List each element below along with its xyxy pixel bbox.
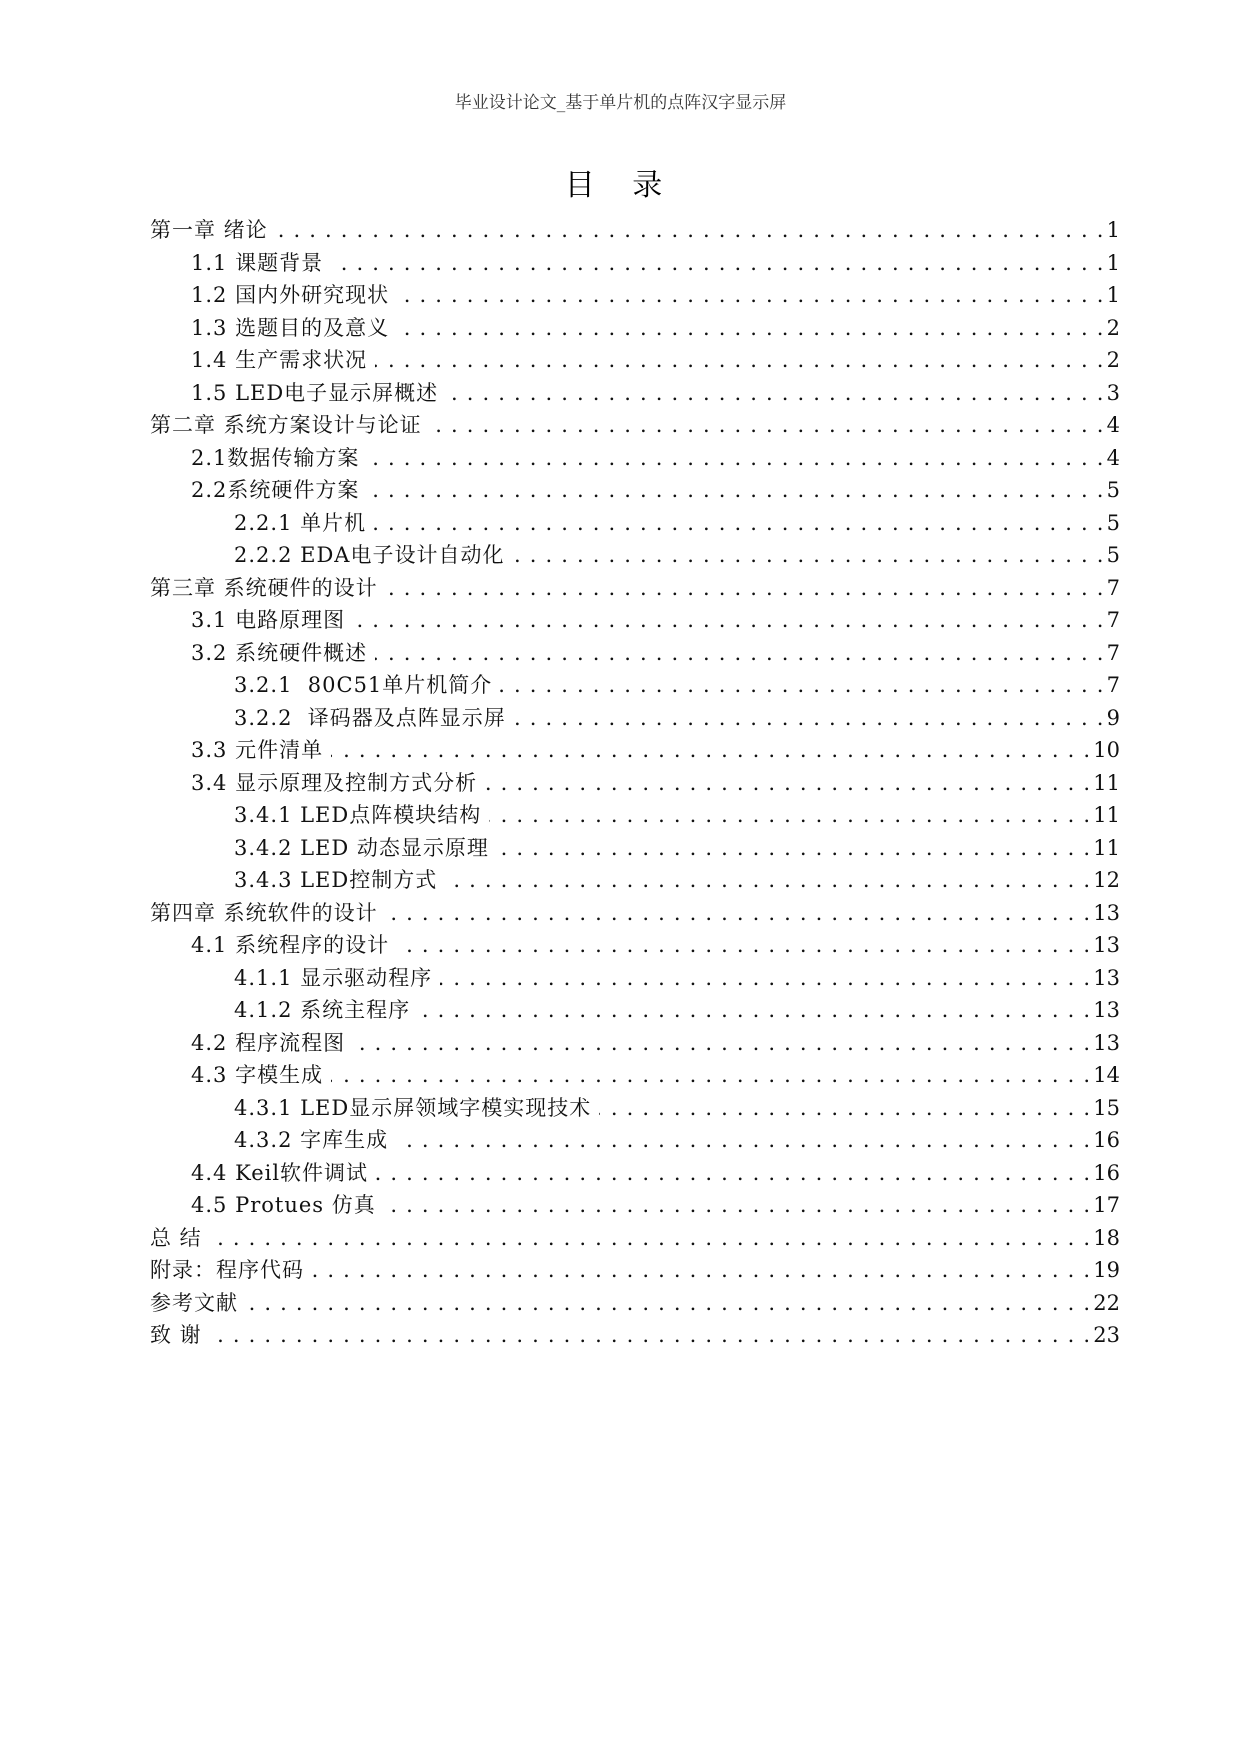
toc-entry-label: 3.4.2 LED 动态显示原理	[234, 832, 497, 865]
toc-dot-leader	[353, 1027, 1091, 1060]
toc-entry[interactable]	[150, 377, 1120, 410]
toc-entry[interactable]	[150, 637, 1120, 670]
toc-entry-page: 16	[1093, 1160, 1120, 1185]
toc-dot-leader	[384, 1189, 1092, 1222]
toc-dot-leader	[353, 604, 1105, 637]
toc-entry-page: 19	[1093, 1258, 1120, 1282]
toc-entry-label: 3.4.3 LED控制方式	[234, 864, 445, 897]
toc-entry-label: 2.2.2 EDA电子设计自动化	[234, 539, 512, 572]
toc-entry-page: 18	[1093, 1225, 1120, 1250]
toc-entry-label: 1.1 课题背景	[191, 247, 331, 280]
toc-dot-leader	[512, 539, 1104, 572]
toc-entry-page: 5	[1106, 543, 1120, 567]
toc-entry-label: 第三章 系统硬件的设计	[150, 572, 386, 605]
table-of-contents	[150, 214, 1120, 1352]
toc-dot-leader	[418, 994, 1091, 1027]
toc-dot-leader	[331, 247, 1105, 280]
toc-entry-page: 4	[1106, 413, 1120, 437]
toc-title: 目 录	[564, 168, 677, 203]
toc-entry-label: 4.1.1 显示驱动程序	[234, 962, 440, 995]
toc-entry-label: 1.4 生产需求状况	[191, 344, 375, 377]
toc-dot-leader	[375, 344, 1105, 377]
toc-entry-page: 13	[1093, 965, 1120, 990]
toc-entry-page: 13	[1093, 900, 1120, 925]
toc-entry-page: 2	[1106, 348, 1120, 372]
toc-dot-leader	[397, 312, 1105, 345]
toc-entry-label: 4.3.2 字库生成	[234, 1124, 396, 1157]
toc-entry[interactable]	[150, 442, 1120, 475]
toc-entry-label: 致 谢	[150, 1319, 210, 1352]
toc-entry-page: 5	[1106, 478, 1120, 502]
toc-dot-leader	[331, 1059, 1091, 1092]
toc-dot-leader	[375, 637, 1105, 670]
toc-entry-page: 14	[1093, 1063, 1120, 1087]
toc-entry-label: 1.3 选题目的及意义	[191, 312, 397, 345]
toc-entry-page: 9	[1106, 705, 1120, 730]
toc-entry-page: 3	[1106, 380, 1120, 405]
toc-dot-leader	[497, 832, 1091, 865]
toc-dot-leader	[312, 1254, 1091, 1287]
toc-entry-label: 3.2 系统硬件概述	[191, 637, 375, 670]
toc-entry-page: 2	[1106, 315, 1120, 340]
toc-entry-page: 12	[1093, 868, 1120, 892]
toc-entry[interactable]	[150, 214, 1120, 247]
toc-entry[interactable]	[150, 962, 1120, 995]
toc-entry[interactable]	[150, 767, 1120, 800]
toc-entry-page: 5	[1106, 510, 1120, 535]
toc-entry[interactable]	[150, 1287, 1120, 1320]
toc-entry[interactable]	[150, 1189, 1120, 1222]
toc-entry-label: 第一章 绪论	[150, 214, 276, 247]
toc-entry[interactable]	[150, 1319, 1120, 1352]
toc-entry[interactable]	[150, 832, 1120, 865]
toc-entry[interactable]	[150, 1092, 1120, 1125]
running-header: 毕业设计论文_基于单片机的点阵汉字显示屏	[454, 93, 787, 113]
toc-entry[interactable]	[150, 702, 1120, 735]
toc-dot-leader	[599, 1092, 1091, 1125]
toc-dot-leader	[276, 214, 1105, 247]
toc-entry-label: 3.4.1 LED点阵模块结构	[234, 799, 489, 832]
toc-entry[interactable]	[150, 507, 1120, 540]
toc-entry[interactable]	[150, 279, 1120, 312]
toc-entry[interactable]	[150, 994, 1120, 1027]
toc-dot-leader	[445, 864, 1091, 897]
toc-entry[interactable]	[150, 864, 1120, 897]
toc-entry[interactable]	[150, 1157, 1120, 1190]
toc-entry[interactable]	[150, 897, 1120, 930]
toc-entry-label: 4.5 Protues 仿真	[191, 1189, 384, 1222]
toc-entry[interactable]	[150, 604, 1120, 637]
toc-dot-leader	[397, 929, 1091, 962]
toc-dot-leader	[485, 767, 1091, 800]
toc-entry-page: 17	[1093, 1193, 1120, 1217]
toc-dot-leader	[386, 897, 1092, 930]
toc-entry[interactable]	[150, 572, 1120, 605]
toc-entry-label: 第二章 系统方案设计与论证	[150, 409, 430, 442]
toc-entry-label: 3.2.2 译码器及点阵显示屏	[234, 702, 514, 735]
toc-entry[interactable]	[150, 799, 1120, 832]
toc-entry-page: 7	[1106, 608, 1120, 632]
toc-dot-leader	[430, 409, 1105, 442]
toc-dot-leader	[440, 962, 1091, 995]
toc-entry-page: 4	[1106, 445, 1120, 470]
toc-entry-page: 11	[1093, 803, 1120, 827]
toc-entry-page: 1	[1106, 283, 1120, 307]
toc-entry[interactable]	[150, 929, 1120, 962]
toc-entry-page: 10	[1093, 738, 1120, 762]
toc-entry[interactable]	[150, 1027, 1120, 1060]
toc-entry-label: 4.4 Keil软件调试	[191, 1157, 376, 1190]
toc-entry[interactable]	[150, 312, 1120, 345]
toc-entry[interactable]	[150, 1059, 1120, 1092]
toc-dot-leader	[489, 799, 1091, 832]
toc-entry-label: 3.2.1 80C51单片机简介	[234, 669, 500, 702]
toc-entry-page: 23	[1093, 1323, 1120, 1347]
toc-entry-page: 13	[1093, 933, 1120, 957]
toc-entry-page: 13	[1093, 998, 1120, 1022]
toc-entry[interactable]	[150, 247, 1120, 280]
toc-entry-label: 4.3.1 LED显示屏领域字模实现技术	[234, 1092, 599, 1125]
toc-entry-page: 22	[1093, 1290, 1120, 1315]
toc-entry-page: 7	[1106, 640, 1120, 665]
toc-dot-leader	[374, 507, 1105, 540]
toc-entry[interactable]	[150, 539, 1120, 572]
toc-entry-label: 4.1 系统程序的设计	[191, 929, 397, 962]
toc-entry[interactable]	[150, 1254, 1120, 1287]
toc-dot-leader	[396, 1124, 1091, 1157]
toc-dot-leader	[367, 474, 1104, 507]
toc-entry[interactable]	[150, 734, 1120, 767]
toc-entry[interactable]	[150, 409, 1120, 442]
toc-entry-label: 1.5 LED电子显示屏概述	[191, 377, 446, 410]
toc-entry-label: 总 结	[150, 1222, 210, 1255]
toc-dot-leader	[397, 279, 1105, 312]
toc-entry-label: 3.4 显示原理及控制方式分析	[191, 767, 485, 800]
toc-entry-label: 4.2 程序流程图	[191, 1027, 353, 1060]
toc-entry-page: 7	[1106, 575, 1120, 600]
toc-entry-page: 1	[1106, 250, 1120, 275]
toc-entry-label: 1.2 国内外研究现状	[191, 279, 397, 312]
toc-entry-label: 4.3 字模生成	[191, 1059, 331, 1092]
toc-entry-label: 3.1 电路原理图	[191, 604, 353, 637]
toc-dot-leader	[500, 669, 1104, 702]
toc-entry[interactable]	[150, 344, 1120, 377]
toc-entry-page: 15	[1093, 1095, 1120, 1120]
toc-entry-label: 4.1.2 系统主程序	[234, 994, 418, 1027]
toc-dot-leader	[386, 572, 1105, 605]
toc-dot-leader	[331, 734, 1091, 767]
toc-entry-page: 11	[1093, 835, 1120, 860]
toc-dot-leader	[210, 1222, 1092, 1255]
toc-entry-label: 2.1数据传输方案	[191, 442, 367, 475]
toc-entry-label: 2.2.1 单片机	[234, 507, 374, 540]
toc-dot-leader	[446, 377, 1104, 410]
toc-entry-page: 13	[1093, 1030, 1120, 1055]
toc-entry-page: 11	[1093, 770, 1120, 795]
toc-entry-label: 2.2系统硬件方案	[191, 474, 367, 507]
toc-entry[interactable]	[150, 474, 1120, 507]
toc-dot-leader	[367, 442, 1104, 475]
toc-entry-label: 附录：程序代码	[150, 1254, 312, 1287]
toc-entry-label: 3.3 元件清单	[191, 734, 331, 767]
toc-dot-leader	[376, 1157, 1091, 1190]
toc-entry-page: 1	[1106, 218, 1120, 242]
toc-entry[interactable]	[150, 1222, 1120, 1255]
toc-dot-leader	[246, 1287, 1091, 1320]
toc-entry-page: 7	[1106, 673, 1120, 697]
toc-entry[interactable]	[150, 1124, 1120, 1157]
toc-entry-page: 16	[1093, 1128, 1120, 1152]
toc-entry-label: 参考文献	[150, 1287, 246, 1320]
toc-entry[interactable]	[150, 669, 1120, 702]
toc-entry-label: 第四章 系统软件的设计	[150, 897, 386, 930]
toc-dot-leader	[210, 1319, 1092, 1352]
toc-dot-leader	[514, 702, 1105, 735]
